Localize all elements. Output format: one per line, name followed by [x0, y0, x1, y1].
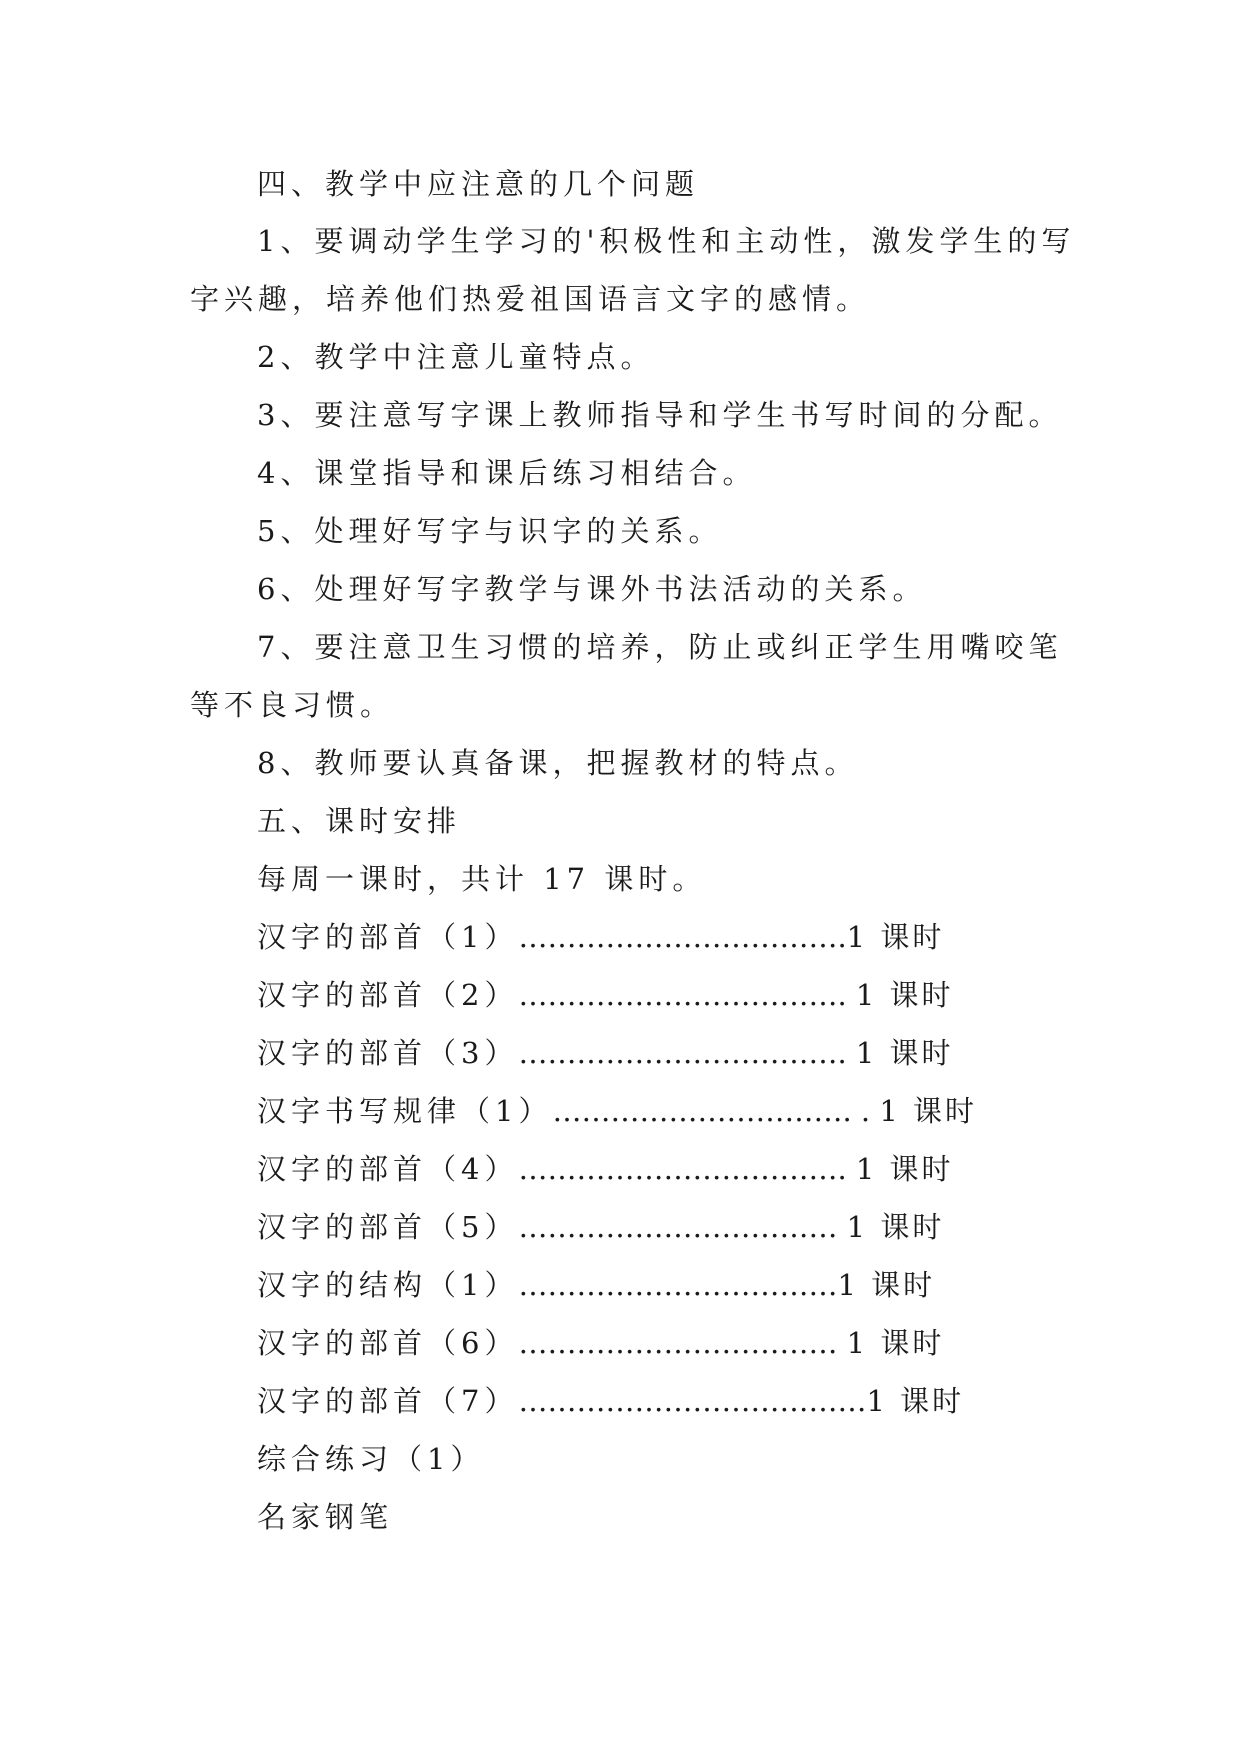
schedule-row-leader: …………………………….: [518, 920, 847, 954]
schedule-row-hours: 1 课时: [866, 1384, 965, 1418]
paragraph-item-2: 2、教学中注意儿童特点。: [257, 340, 655, 374]
schedule-row-hours: 1 课时: [837, 1268, 936, 1302]
paragraph-item-3: 3、要注意写字课上教师指导和学生书写时间的分配。: [257, 398, 1063, 432]
schedule-row-hours: 1 课时: [855, 1036, 954, 1070]
schedule-row: [257, 1035, 954, 1071]
schedule-row: [257, 919, 944, 955]
schedule-item-comprehensive-practice: 综合练习（1）: [257, 1442, 485, 1476]
section-heading-schedule: 五、课时安排: [257, 804, 462, 838]
schedule-row-title: 汉字的部首（4）: [257, 1152, 519, 1186]
schedule-row: [257, 1267, 935, 1303]
schedule-row-hours: 1 课时: [855, 1152, 954, 1186]
schedule-row: [257, 1151, 954, 1187]
schedule-row-leader: ……………………………: [518, 1268, 838, 1302]
schedule-row-title: 汉字的部首（7）: [257, 1384, 519, 1418]
schedule-row: [257, 977, 954, 1013]
schedule-row: [257, 1383, 964, 1419]
paragraph-item-1-continued: 字兴趣，培养他们热爱祖国语言文字的感情。: [190, 282, 871, 316]
paragraph-item-7: 7、要注意卫生习惯的培养，防止或纠正学生用嘴咬笔: [257, 630, 1063, 664]
paragraph-item-8: 8、教师要认真备课，把握教材的特点。: [257, 746, 859, 780]
schedule-row: [257, 1093, 977, 1129]
schedule-row: [257, 1209, 944, 1245]
schedule-row-title: 汉字的部首（3）: [257, 1036, 519, 1070]
paragraph-item-4: 4、课堂指导和课后练习相结合。: [257, 456, 757, 490]
schedule-row-leader: …………………………….: [518, 1152, 856, 1186]
paragraph-item-7-continued: 等不良习惯。: [190, 688, 395, 722]
paragraph-item-5: 5、处理好写字与识字的关系。: [257, 514, 723, 548]
schedule-row-hours: 1 课时: [846, 1210, 945, 1244]
schedule-summary: 每周一课时，共计 17 课时。: [257, 862, 707, 896]
section-heading-teaching-notes: 四、教学中应注意的几个问题: [257, 167, 700, 201]
schedule-row-title: 汉字的部首（1）: [257, 920, 519, 954]
schedule-row-leader: ……………………………: [518, 1326, 847, 1360]
schedule-row-title: 汉字的部首（2）: [257, 978, 519, 1012]
schedule-row-leader: …………………………. .: [552, 1094, 880, 1128]
schedule-row-hours: 1 课时: [846, 920, 945, 954]
schedule-row-title: 汉字书写规律（1）: [257, 1094, 553, 1128]
schedule-row-leader: ……………………………: [518, 1210, 847, 1244]
schedule-row-hours: 1 课时: [855, 978, 954, 1012]
schedule-item-famous-pen: 名家钢笔: [257, 1500, 394, 1534]
schedule-row-leader: ………………………………: [518, 1384, 867, 1418]
schedule-row-title: 汉字的部首（5）: [257, 1210, 519, 1244]
schedule-row-hours: 1 课时: [846, 1326, 945, 1360]
schedule-row-leader: …………………………….: [518, 978, 856, 1012]
schedule-row-title: 汉字的部首（6）: [257, 1326, 519, 1360]
schedule-row: [257, 1325, 944, 1361]
schedule-row-leader: …………………………….: [518, 1036, 856, 1070]
paragraph-item-1: 1、要调动学生学习的'积极性和主动性，激发学生的写: [257, 224, 1076, 258]
paragraph-item-6: 6、处理好写字教学与课外书法活动的关系。: [257, 572, 927, 606]
schedule-row-title: 汉字的结构（1）: [257, 1268, 519, 1302]
schedule-row-hours: 1 课时: [879, 1094, 977, 1128]
